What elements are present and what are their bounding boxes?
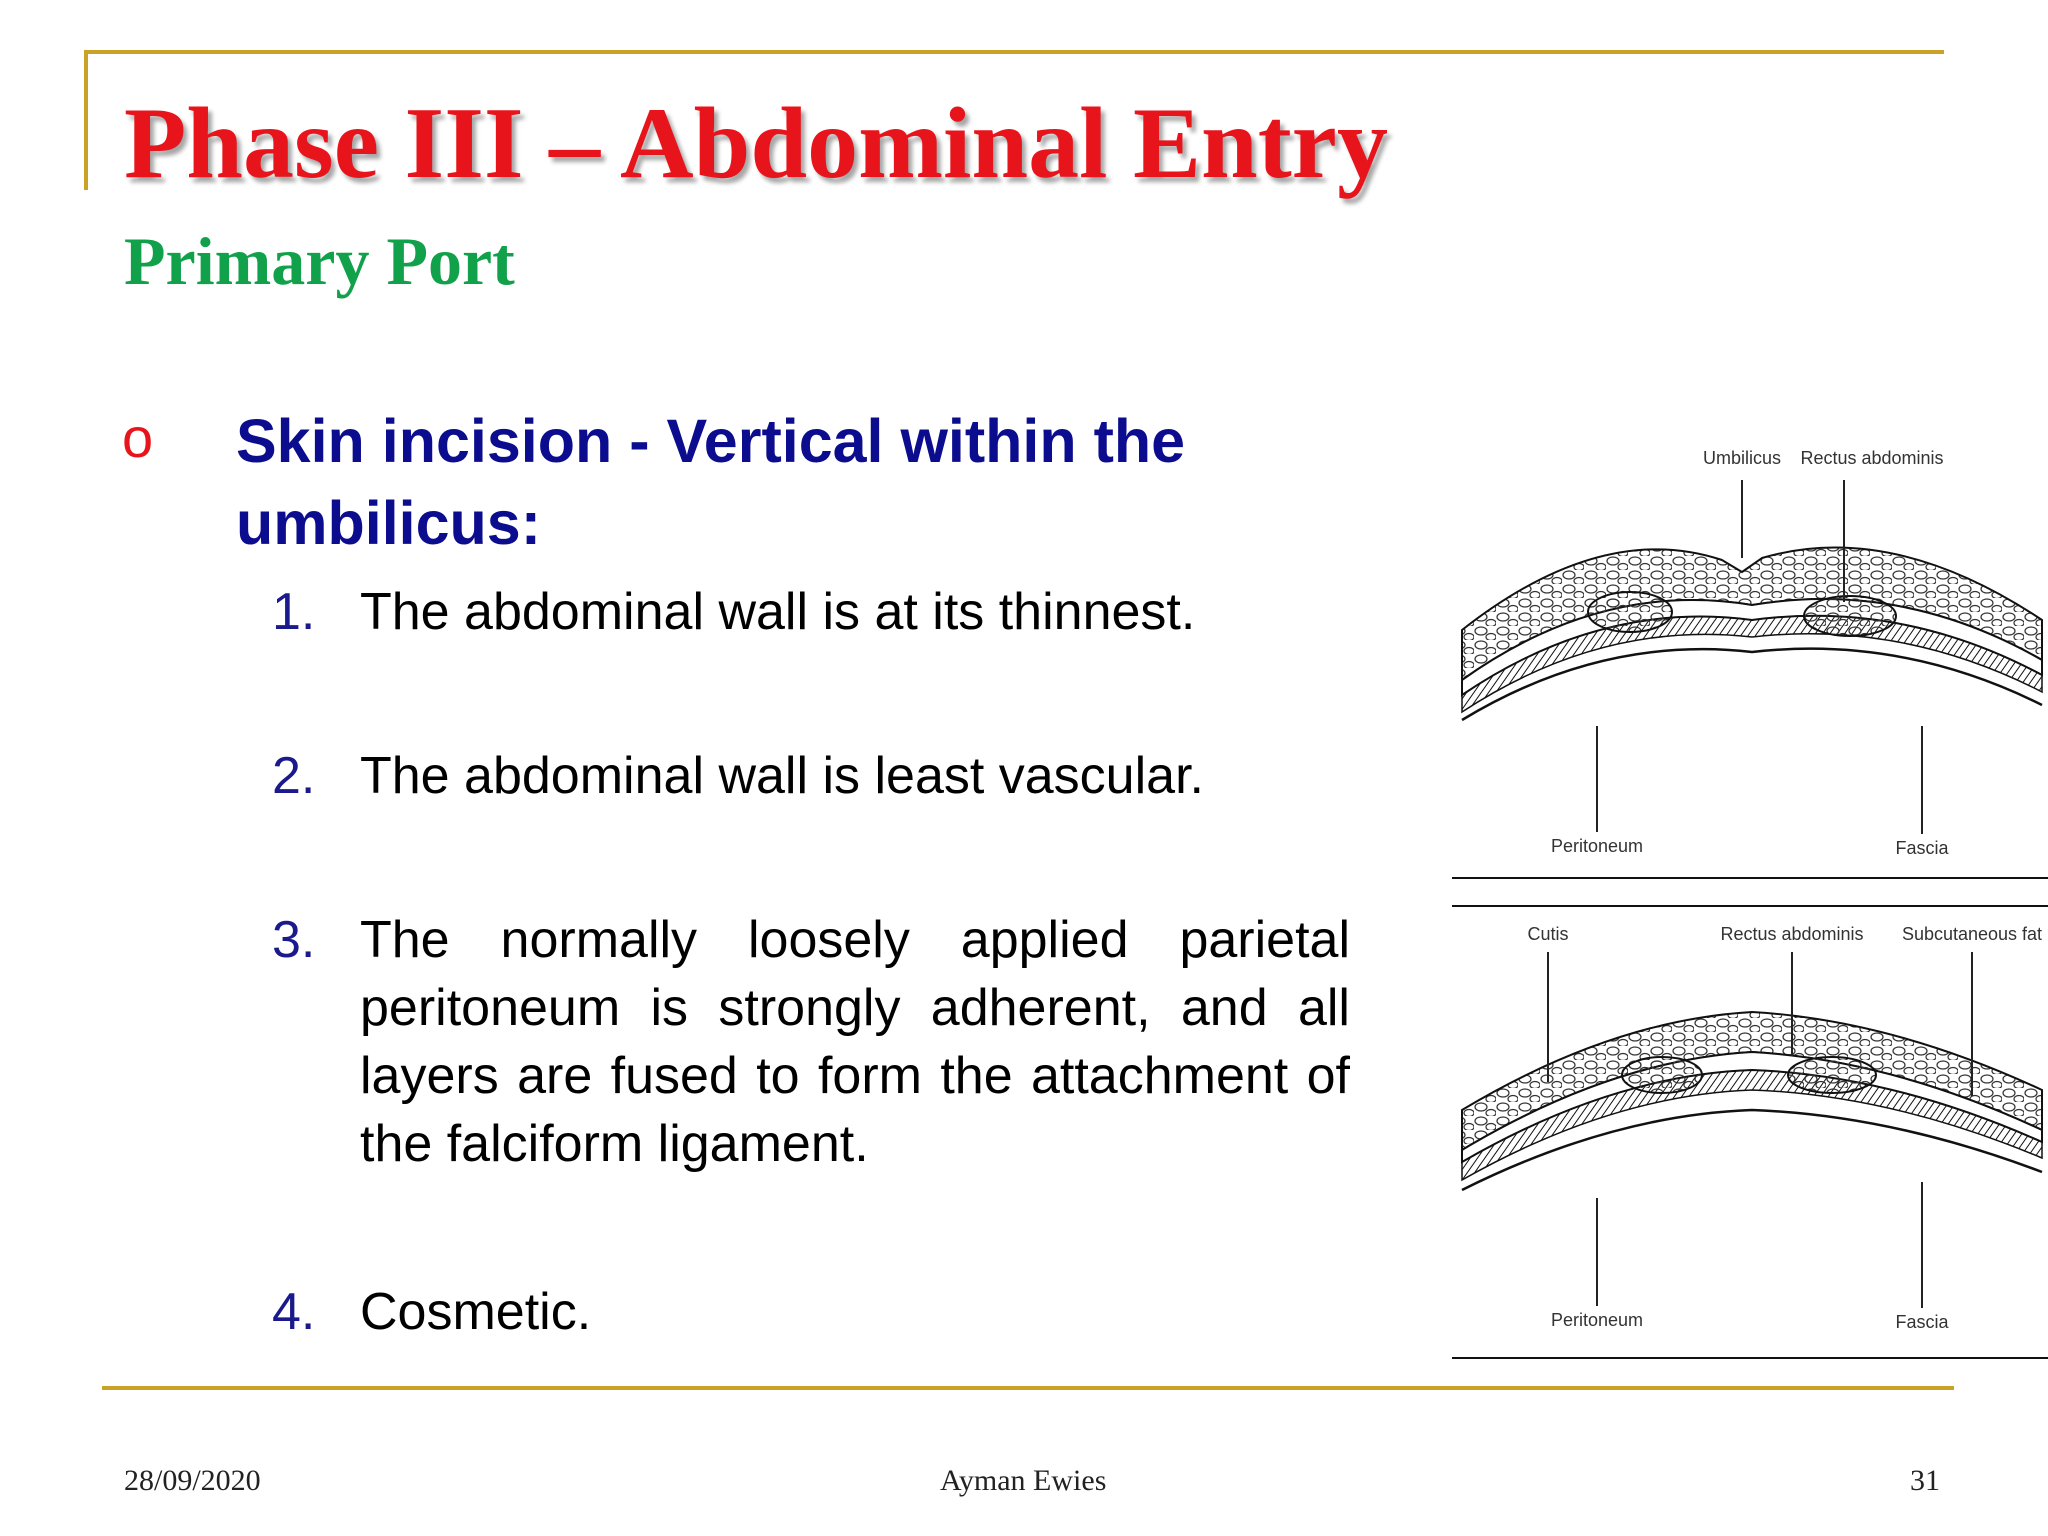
bullet-marker: o xyxy=(122,406,154,469)
bottom-rule xyxy=(102,1386,1954,1390)
abdominal-wall-illustration xyxy=(1452,430,2048,1360)
footer-author: Ayman Ewies xyxy=(940,1464,1107,1497)
top-cross-section xyxy=(1462,448,2042,858)
left-rule xyxy=(84,50,88,190)
list-item-text: The abdominal wall is least vascular. xyxy=(360,747,1204,805)
label-umbilicus: Umbilicus xyxy=(1702,448,1782,468)
bullet-heading: Skin incision - Vertical within the umbilicus: xyxy=(236,407,1186,557)
label-subcutaneous: Subcutaneous fat xyxy=(1901,924,2043,944)
top-rule xyxy=(84,50,1944,54)
list-item-number: 2. xyxy=(272,747,316,805)
label-rectus-bottom: Rectus abdominis xyxy=(1720,924,1864,944)
footer-page-number: 31 xyxy=(1910,1464,1940,1497)
label-peritoneum-bottom: Peritoneum xyxy=(1550,1310,1644,1330)
slide-subtitle: Primary Port xyxy=(124,223,515,299)
footer-date: 28/09/2020 xyxy=(124,1464,261,1497)
label-peritoneum-top: Peritoneum xyxy=(1550,836,1644,856)
list-item-number: 1. xyxy=(272,583,316,641)
list-item-text: The normally loosely applied parietal peritoneum is strongly adherent, and all layers are fused to form the attachment of the falciform ligament. xyxy=(360,911,1350,1173)
label-cutis: Cutis xyxy=(1527,924,1569,944)
list-item-number: 3. xyxy=(272,911,316,969)
slide-title: Phase III – Abdominal Entry xyxy=(124,87,1388,200)
label-fascia-bottom: Fascia xyxy=(1895,1312,1949,1332)
list-item-text: Cosmetic. xyxy=(360,1283,592,1341)
label-rectus-top: Rectus abdominis xyxy=(1800,448,1944,468)
list-item-text: The abdominal wall is at its thinnest. xyxy=(360,583,1196,641)
bottom-cross-section xyxy=(1462,924,2042,1332)
label-fascia-top: Fascia xyxy=(1895,838,1949,858)
list-item-number: 4. xyxy=(272,1283,316,1341)
